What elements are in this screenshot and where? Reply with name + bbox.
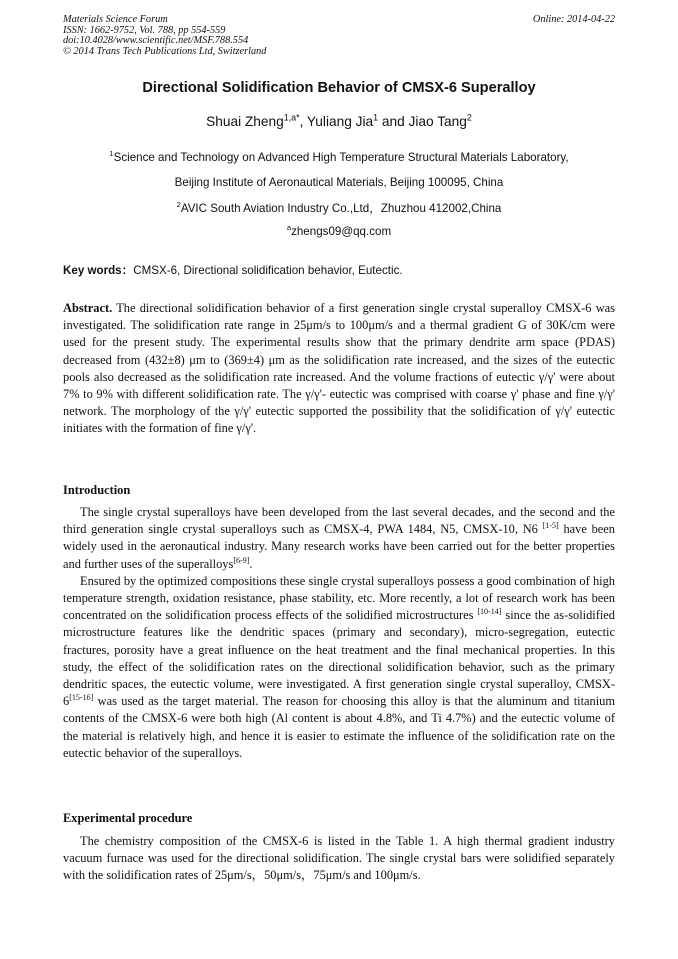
- author-list: [0, 114, 678, 129]
- keywords: [63, 262, 403, 278]
- author-superscript: 1: [373, 112, 379, 123]
- section-heading-experimental: Experimental procedure: [63, 811, 193, 825]
- keywords-label: Key words：: [63, 264, 134, 277]
- affiliation-1-line-2: Beijing Institute of Aeronautical Materials, Beijing 100095, China: [174, 176, 504, 189]
- abstract: [63, 300, 615, 438]
- introduction-body: [63, 504, 615, 762]
- keywords-text: CMSX-6, Directional solidification behavior, Eutectic.: [133, 264, 403, 277]
- journal-header: [63, 15, 615, 57]
- citation-ref[interactable]: [1-5]: [542, 521, 559, 531]
- email-superscript: a: [286, 223, 292, 233]
- citation-ref[interactable]: [15-16]: [69, 693, 94, 703]
- abstract-label: Abstract.: [63, 301, 113, 315]
- citation-ref[interactable]: [6-9]: [233, 555, 250, 565]
- author-email[interactable]: $^a$zhengs09@qq.com: [286, 223, 392, 238]
- author-name: Shuai Zheng: [206, 114, 284, 129]
- author-name: , Yuliang Jia: [299, 114, 374, 129]
- author-superscript: 1,a*: [283, 112, 300, 123]
- experimental-body: [63, 833, 615, 885]
- doi-line[interactable]: doi:10.4028/www.scientific.net/MSF.788.554: [63, 35, 249, 47]
- paragraph: The chemistry composition of the CMSX-6 is listed in the Table 1. A high thermal gradient industry vacuum furnace was used for the directional solidification. The single crystal bars were solidified separately with the solidification rates of 25μm/s，50μm/s，75μm/s and 100μm/s.: [63, 834, 615, 883]
- online-date: Online: 2014-04-22: [532, 14, 615, 25]
- abstract-text: The directional solidification behavior of a first generation single crystal superalloy CMSX-6 was investigated. The solidification rate range in 25μm/s to 100μm/s and a thermal gradient G of 30K/cm were used for the present study. The experimental results show that the primary dendrite arm space (PDAS) decreased from (432±8) μm to (369±4) μm as the solidification rate increased, and the sizes of the eutectic pools also decreased as the solidification rate increased. And the volume fractions of eutectic γ/γ' were about 7% to 9% with different solidification rate. The γ/γ'- eutectic was comprised with coarse γ' phase and fine γ/γ' network. The morphology of the γ/γ' eutectic supported the possibility that the solidification of γ/γ' eutectic initiates with the formation of fine γ/γ'.: [63, 301, 616, 436]
- affiliation-superscript: 1: [109, 149, 114, 159]
- section-heading-introduction: Introduction: [63, 483, 131, 497]
- affiliation-superscript: 2: [176, 200, 181, 210]
- copyright-line: © 2014 Trans Tech Publications Ltd, Switzerland: [63, 45, 267, 57]
- affiliation-2: $^2$AVIC South Aviation Industry Co.,Ltd，Zhuzhou 412002,China: [176, 200, 502, 215]
- author-superscript: 2: [466, 112, 472, 123]
- journal-name: Materials Science Forum: [63, 14, 168, 25]
- paragraph: The single crystal superalloys have been developed from the last several decades, and the second and the third generation single crystal superalloys such as CMSX-4, PWA 1484, N5, CMSX-10, N6 [1-5] have been widely used in the aeronautical industry. Many research works have been carried out for the better properties and further uses of the superalloys[6-9].: [63, 505, 615, 571]
- author-name: and Jiao Tang: [378, 114, 467, 129]
- affiliation-1: $^1$Science and Technology on Advanced High Temperature Structural Materials Laboratory,: [109, 149, 569, 164]
- paper-title: Directional Solidification Behavior of CMSX-6 Superalloy: [142, 80, 536, 96]
- citation-ref[interactable]: [10-14]: [477, 607, 502, 617]
- issn-line: ISSN: 1662-9752, Vol. 788, pp 554-559: [63, 24, 226, 36]
- paragraph: Ensured by the optimized compositions these single crystal superalloys possess a good combination of high temperature strength, oxidation resistance, phase stability, etc. More recently, a lot of research work has been concentrated on the solidification process effects of the solidified microstructures [10-14] since the as-solidified microstructure features like the dendritic spaces (primary and secondary), micro-segregation, eutectic fractures, porosity have a great influence on the heat treatment and the final mechanical properties. In this study, the effect of the solidification rates on the directional solidification behavior, such as the primary dendritic spaces, the eutectic volume, were investigated. A first generation single crystal superalloy, CMSX-6[15-16] was used as the target material. The reason for choosing this alloy is that the aluminum and titanium contents of the CMSX-6 were both high (Al content is about 4.8%, and Ti 4.7%) and the eutectic volume of the material is relatively high, and hence it is easier to estimate the influence of the solidification rate on the eutectic behavior of the superalloys.: [63, 573, 616, 760]
